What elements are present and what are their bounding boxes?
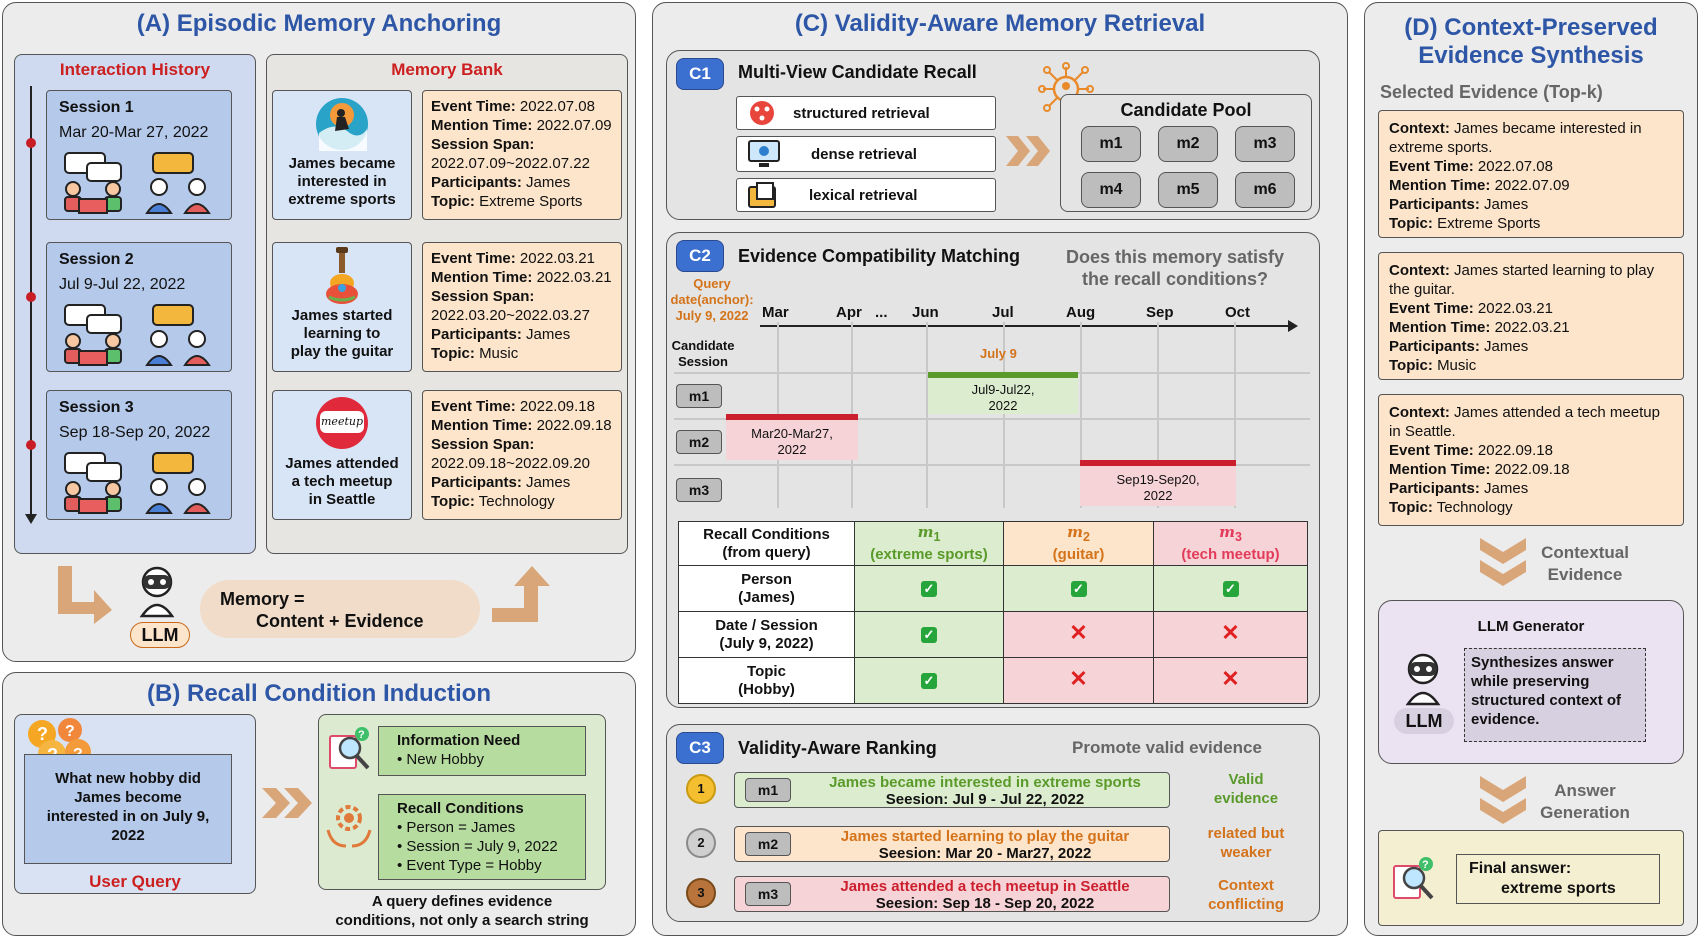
candidate-m5: m5: [1158, 172, 1218, 208]
double-chevron-down-icon: [1480, 776, 1526, 826]
session-bar-m1: Jul9-Jul22, 2022: [928, 372, 1078, 414]
table-header: $m_3$ (tech meetup): [1154, 522, 1308, 566]
memory-info: Event Time: 2022.09.18 Mention Time: 2022.09.18 Session Span: 2022.09.18~2022.09.20 Participants: James Topic: Technology: [422, 390, 622, 520]
guitar-icon: [321, 247, 363, 305]
memory-text: James became interested in extreme sports: [288, 155, 396, 208]
row-m3: m3: [676, 478, 722, 502]
folder-doc-icon: [747, 181, 779, 209]
chat-people-icon: [61, 151, 221, 215]
surfing-icon: [315, 97, 369, 151]
memory-text: James started learning to play the guitar: [290, 307, 394, 360]
silver-medal-icon: 2: [686, 828, 716, 858]
network-icon: [747, 99, 777, 127]
row-m1: m1: [676, 384, 722, 408]
magnifier-doc-icon: [1392, 856, 1436, 904]
info-need-box: Information Need • New Hobby: [378, 726, 586, 776]
month-label: Jul: [992, 304, 1014, 321]
generator-description: Synthesizes answer while preserving structured context of evidence.: [1464, 648, 1646, 742]
c3-badge: C3: [676, 732, 724, 764]
lexical-retrieval: lexical retrieval: [736, 178, 996, 212]
chat-people-icon: [61, 303, 221, 367]
time-axis: [760, 325, 1290, 327]
timeline-dot: [26, 292, 36, 302]
table-row: Topic (Hobby) ✓ ✕ ✕: [679, 658, 1308, 704]
candidate-m3: m3: [1235, 126, 1295, 162]
down-right-arrow-icon: [56, 566, 114, 624]
session-label: Session 3: [59, 399, 134, 416]
time-axis-arrowhead: [1288, 320, 1298, 332]
bronze-medal-icon: 3: [686, 878, 716, 908]
candidate-m2: m2: [1158, 126, 1218, 162]
c3-subtitle: Promote valid evidence: [1072, 738, 1262, 757]
session-label: Session 1: [59, 99, 134, 116]
cross-icon: ✕: [1221, 666, 1240, 691]
evidence-card: Context: James attended a tech meetup in Seattle. Event Time: 2022.09.18 Mention Time: 2022.09.18 Participants: James Topic: Technology: [1378, 394, 1684, 526]
induction-caption: A query defines evidence conditions, not only a search string: [335, 893, 589, 929]
session-dates: Jul 9-Jul 22, 2022: [59, 276, 186, 293]
month-label: Sep: [1146, 304, 1174, 321]
session-bar-m2: Mar20-Mar27, 2022: [726, 414, 858, 460]
c1-title: Multi-View Candidate Recall: [738, 62, 977, 82]
double-chevron-right-icon: [262, 788, 314, 818]
c2-badge: C2: [676, 240, 724, 272]
c1-badge: C1: [676, 58, 724, 90]
svg-text:?: ?: [358, 729, 365, 741]
cross-icon: ✕: [1221, 620, 1240, 645]
month-label: Apr: [836, 304, 862, 321]
grid-line: [926, 322, 928, 508]
user-query-label: User Query: [89, 872, 181, 891]
check-icon: ✓: [1223, 581, 1239, 597]
panel-a-title: (A) Episodic Memory Anchoring: [136, 10, 502, 37]
session-bar-m3: Sep19-Sep20, 2022: [1080, 460, 1236, 506]
month-label: Jun: [912, 304, 939, 321]
check-icon: ✓: [921, 673, 937, 689]
final-answer: Final answer: extreme sports: [1456, 854, 1660, 904]
candidate-pool-title: Candidate Pool: [1120, 100, 1252, 120]
svg-text:?: ?: [37, 724, 48, 744]
query-text: What new hobby did James become interested in on July 9, 2022: [24, 754, 232, 864]
panel-b-title: (B) Recall Condition Induction: [147, 680, 491, 707]
month-label: Oct: [1225, 304, 1251, 321]
session-card: [46, 90, 232, 220]
monitor-icon: [747, 139, 781, 169]
meetup-icon: meetup: [316, 397, 368, 449]
table-header: $m_2$ (guitar): [1004, 522, 1154, 566]
gold-medal-icon: 1: [686, 774, 716, 804]
rank-label: Valid evidence: [1213, 771, 1279, 807]
llm-badge: LLM: [1394, 708, 1454, 734]
session-card: [46, 390, 232, 520]
month-label: Aug: [1066, 304, 1096, 321]
double-chevron-right-icon: [1006, 136, 1052, 166]
selected-evidence-label: Selected Evidence (Top-k): [1380, 82, 1603, 102]
check-icon: ✓: [921, 627, 937, 643]
anchor-marker-label: July 9: [980, 346, 1017, 361]
candidate-m1: m1: [1081, 126, 1141, 162]
memory-info: Event Time: 2022.03.21 Mention Time: 2022.03.21 Session Span: 2022.03.20~2022.03.27 Participants: James Topic: Music: [422, 242, 622, 372]
table-row: Person (James) ✓ ✓ ✓: [679, 566, 1308, 612]
panel-d-title: (D) Context-Preserved Evidence Synthesis: [1404, 14, 1658, 69]
check-icon: ✓: [921, 581, 937, 597]
chat-people-icon: [61, 451, 221, 515]
gear-hands-icon: [326, 800, 372, 850]
rank-item: m1 James became interested in extreme sports Seesion: Jul 9 - Jul 22, 2022: [734, 772, 1170, 808]
session-dates: Mar 20-Mar 27, 2022: [59, 124, 209, 141]
table-header: $m_1$ (extreme sports): [855, 522, 1004, 566]
row-m2: m2: [676, 430, 722, 454]
memory-equation: Memory = Content + Evidence: [200, 580, 480, 638]
c2-question: Does this memory satisfy the recall conditions?: [1065, 247, 1285, 289]
c3-title: Validity-Aware Ranking: [738, 738, 937, 758]
memory-card: [272, 242, 412, 372]
cross-icon: ✕: [1069, 620, 1088, 645]
evidence-card: Context: James started learning to play the guitar. Event Time: 2022.03.21 Mention Time: 2022.03.21 Participants: James Topic: Music: [1378, 252, 1684, 380]
memory-card: [272, 390, 412, 520]
cross-icon: ✕: [1069, 666, 1088, 691]
memory-bank-title: Memory Bank: [391, 60, 503, 79]
session-card: [46, 242, 232, 372]
svg-text:?: ?: [1422, 859, 1429, 871]
recall-conditions-table: [678, 521, 1308, 704]
llm-badge: LLM: [130, 622, 190, 648]
answer-generation-label: Answer Generation: [1540, 781, 1630, 822]
rank-item: m2 James started learning to play the guitar Seesion: Mar 20 - Mar27, 2022: [734, 826, 1170, 862]
session-dates: Sep 18-Sep 20, 2022: [59, 424, 211, 441]
recall-conditions-box: Recall Conditions • Person = James • Session = July 9, 2022 • Event Type = Hobby: [378, 794, 586, 880]
candidate-session-label: Candidate Session: [671, 338, 735, 369]
candidate-m4: m4: [1081, 172, 1141, 208]
memory-info: Event Time: 2022.07.08 Mention Time: 2022.07.09 Session Span: 2022.07.09~2022.07.22 Participants: James Topic: Extreme Sports: [422, 90, 622, 220]
rank-item: m3 James attended a tech meetup in Seattle Seesion: Sep 18 - Sep 20, 2022: [734, 876, 1170, 912]
c2-title: Evidence Compatibility Matching: [738, 246, 1021, 266]
check-icon: ✓: [1071, 581, 1087, 597]
contextual-evidence-label: Contextual Evidence: [1541, 543, 1629, 584]
rank-label: Context conflicting: [1208, 877, 1284, 913]
memory-text: James attended a tech meetup in Seattle: [285, 455, 399, 508]
table-header: Recall Conditions (from query): [679, 522, 855, 566]
memory-card: [272, 90, 412, 220]
svg-text:?: ?: [65, 723, 75, 740]
interaction-history-title: Interaction History: [59, 60, 211, 79]
month-label: Mar: [762, 304, 789, 321]
timeline-dot: [26, 138, 36, 148]
double-chevron-down-icon: [1480, 538, 1526, 588]
dense-retrieval: dense retrieval: [736, 136, 996, 172]
table-row: Date / Session (July 9, 2022) ✓ ✕ ✕: [679, 612, 1308, 658]
session-label: Session 2: [59, 251, 134, 268]
robot-icon: [134, 566, 180, 618]
robot-icon: [1400, 652, 1446, 706]
up-right-arrow-icon: [492, 564, 550, 622]
structured-retrieval: structured retrieval: [736, 96, 996, 130]
evidence-card: Context: James became interested in extreme sports. Event Time: 2022.07.08 Mention Time: 2022.07.09 Participants: James Topic: Extreme Sports: [1378, 110, 1684, 238]
month-label: ...: [875, 304, 888, 321]
timeline-dot: [26, 440, 36, 450]
timeline-arrowhead: [25, 514, 37, 524]
candidate-m6: m6: [1235, 172, 1295, 208]
query-anchor-label: Query date(anchor): July 9, 2022: [670, 276, 754, 323]
rank-label: related but weaker: [1207, 825, 1285, 861]
panel-c-title: (C) Validity-Aware Memory Retrieval: [794, 10, 1206, 37]
magnifier-doc-icon: [328, 726, 372, 774]
llm-generator-title: LLM Generator: [1477, 618, 1585, 635]
